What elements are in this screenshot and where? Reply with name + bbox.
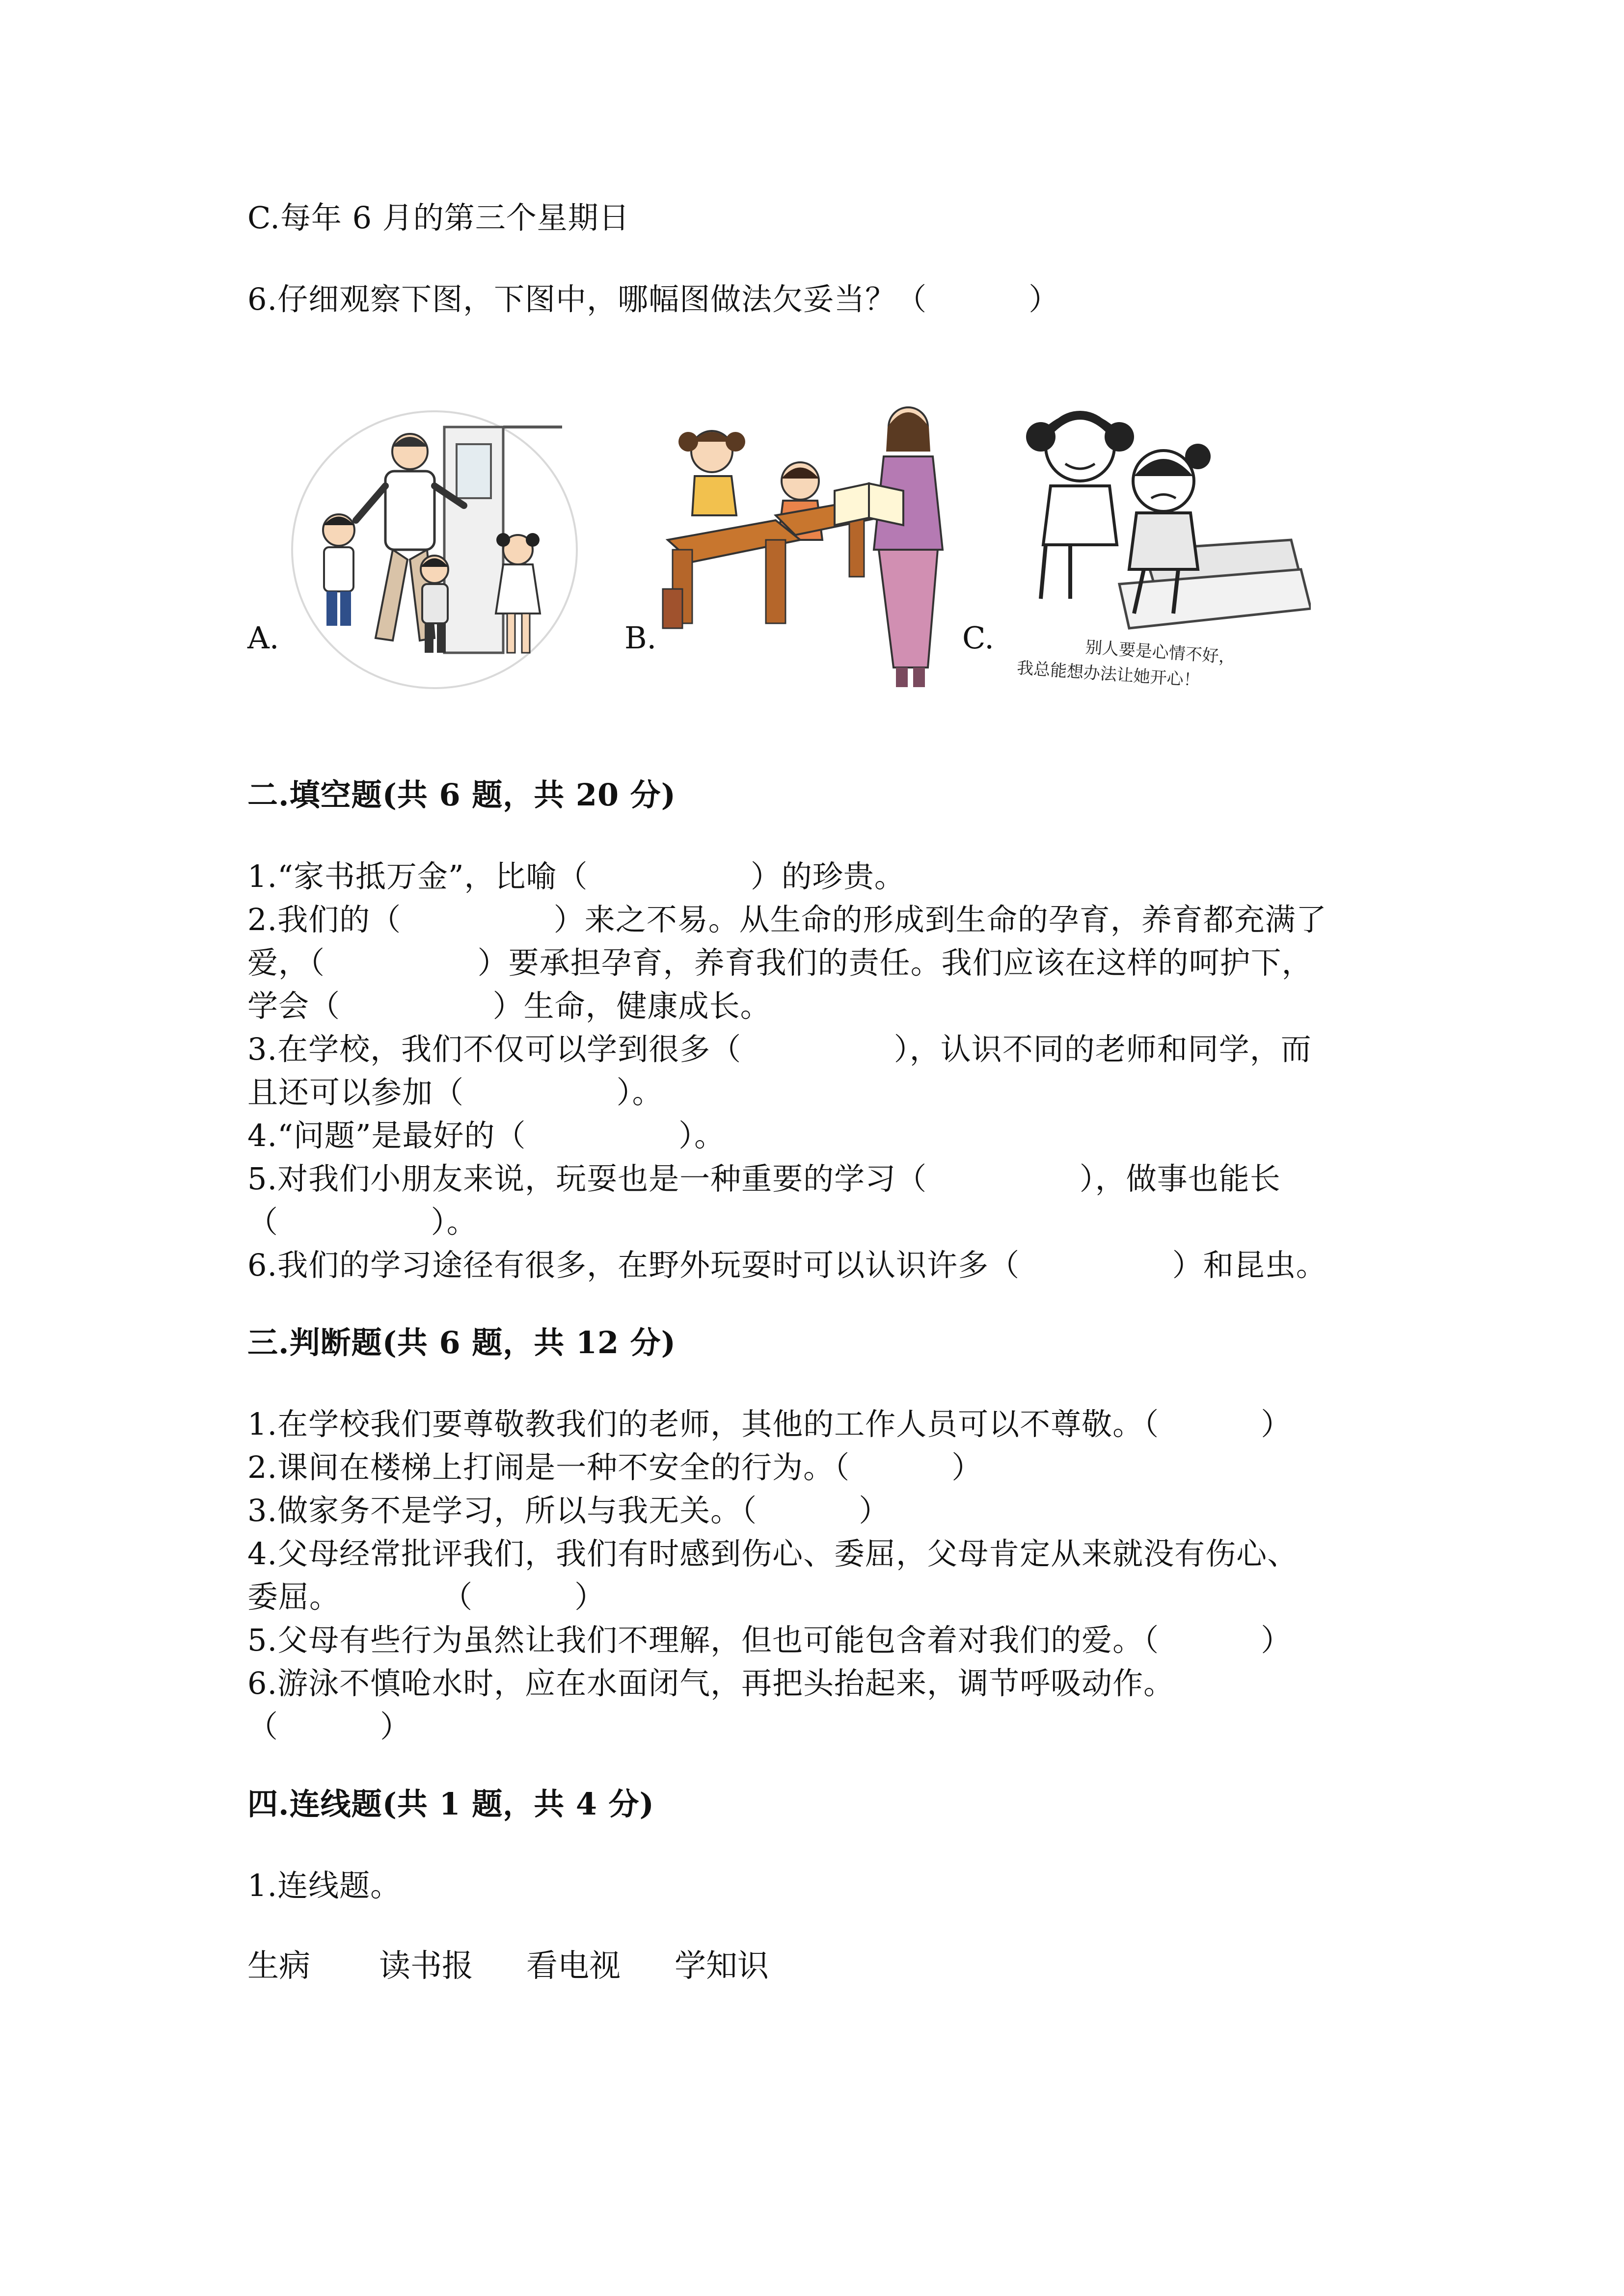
picture-label-b: B. — [624, 620, 657, 656]
picture-c-caption-line2: 我总能想办法让她开心！ — [1016, 658, 1201, 691]
section-3-heading: 三.判断题(共 6 题，共 12 分) — [247, 1325, 677, 1361]
section-3-line: 1.在学校我们要尊敬教我们的老师，其他的工作人员可以不尊敬。（ ） — [247, 1406, 1292, 1442]
picture-label-a: A. — [247, 620, 279, 656]
section-2-line: 4.“问题”是最好的（ ）。 — [247, 1118, 726, 1153]
section-2-line: （ ）。 — [247, 1204, 478, 1240]
section-4-question-1: 1.连线题。 — [247, 1868, 402, 1903]
section-2-line: 5.对我们小朋友来说，玩耍也是一种重要的学习（ ），做事也能长 — [247, 1161, 1281, 1197]
section-4-heading: 四.连线题(共 1 题，共 4 分) — [247, 1786, 654, 1822]
matching-word: 看电视 — [526, 1948, 621, 1984]
matching-word: 生病 — [247, 1948, 310, 1984]
section-2-heading: 二.填空题(共 6 题，共 20 分) — [247, 777, 677, 813]
illustration-door-greeting — [287, 407, 582, 692]
section-2-line: 且还可以参加（ ）。 — [247, 1074, 663, 1110]
section-3-line: （ ） — [247, 1709, 411, 1744]
section-2-line: 3.在学校，我们不仅可以学到很多（ ），认识不同的老师和同学，而 — [247, 1031, 1312, 1067]
illustration-classroom-reading — [653, 393, 967, 697]
section-2-line: 2.我们的（ ）来之不易。从生命的形成到生命的孕育，养育都充满了 — [247, 902, 1327, 937]
section-2-line: 6.我们的学习途径有很多，在野外玩耍时可以认识许多（ ）和昆虫。 — [247, 1247, 1327, 1283]
section-3-line: 2.课间在楼梯上打闹是一种不安全的行为。（ ） — [247, 1449, 983, 1485]
section-2-line: 爱，（ ）要承担孕育，养育我们的责任。我们应该在这样的呵护下， — [247, 945, 1313, 981]
option-c-text: C.每年 6 月的第三个星期日 — [247, 200, 630, 236]
section-2-line: 1.“家书抵万金”，比喻（ ）的珍贵。 — [247, 858, 905, 894]
section-3-line: 委屈。 （ ） — [247, 1579, 606, 1615]
section-3-line: 3.做家务不是学习，所以与我无关。（ ） — [247, 1493, 890, 1528]
picture-c-caption-line1: 别人要是心情不好， — [1084, 637, 1236, 667]
matching-word: 读书报 — [379, 1948, 473, 1984]
section-3-line: 6.游泳不慎呛水时，应在水面闭气，再把头抬起来，调节呼吸动作。 — [247, 1665, 1175, 1701]
matching-word: 学知识 — [675, 1948, 769, 1984]
picture-label-c: C. — [962, 620, 994, 656]
section-3-line: 4.父母经常批评我们，我们有时感到伤心、委屈，父母肯定从来就没有伤心、 — [247, 1536, 1299, 1572]
section-3-line: 5.父母有些行为虽然让我们不理解，但也可能包含着对我们的爱。（ ） — [247, 1622, 1292, 1658]
illustration-comforting-friend — [997, 383, 1311, 697]
question-6: 6.仔细观察下图，下图中，哪幅图做法欠妥当？（ ） — [247, 281, 1060, 317]
section-2-line: 学会（ ）生命，健康成长。 — [247, 988, 771, 1024]
